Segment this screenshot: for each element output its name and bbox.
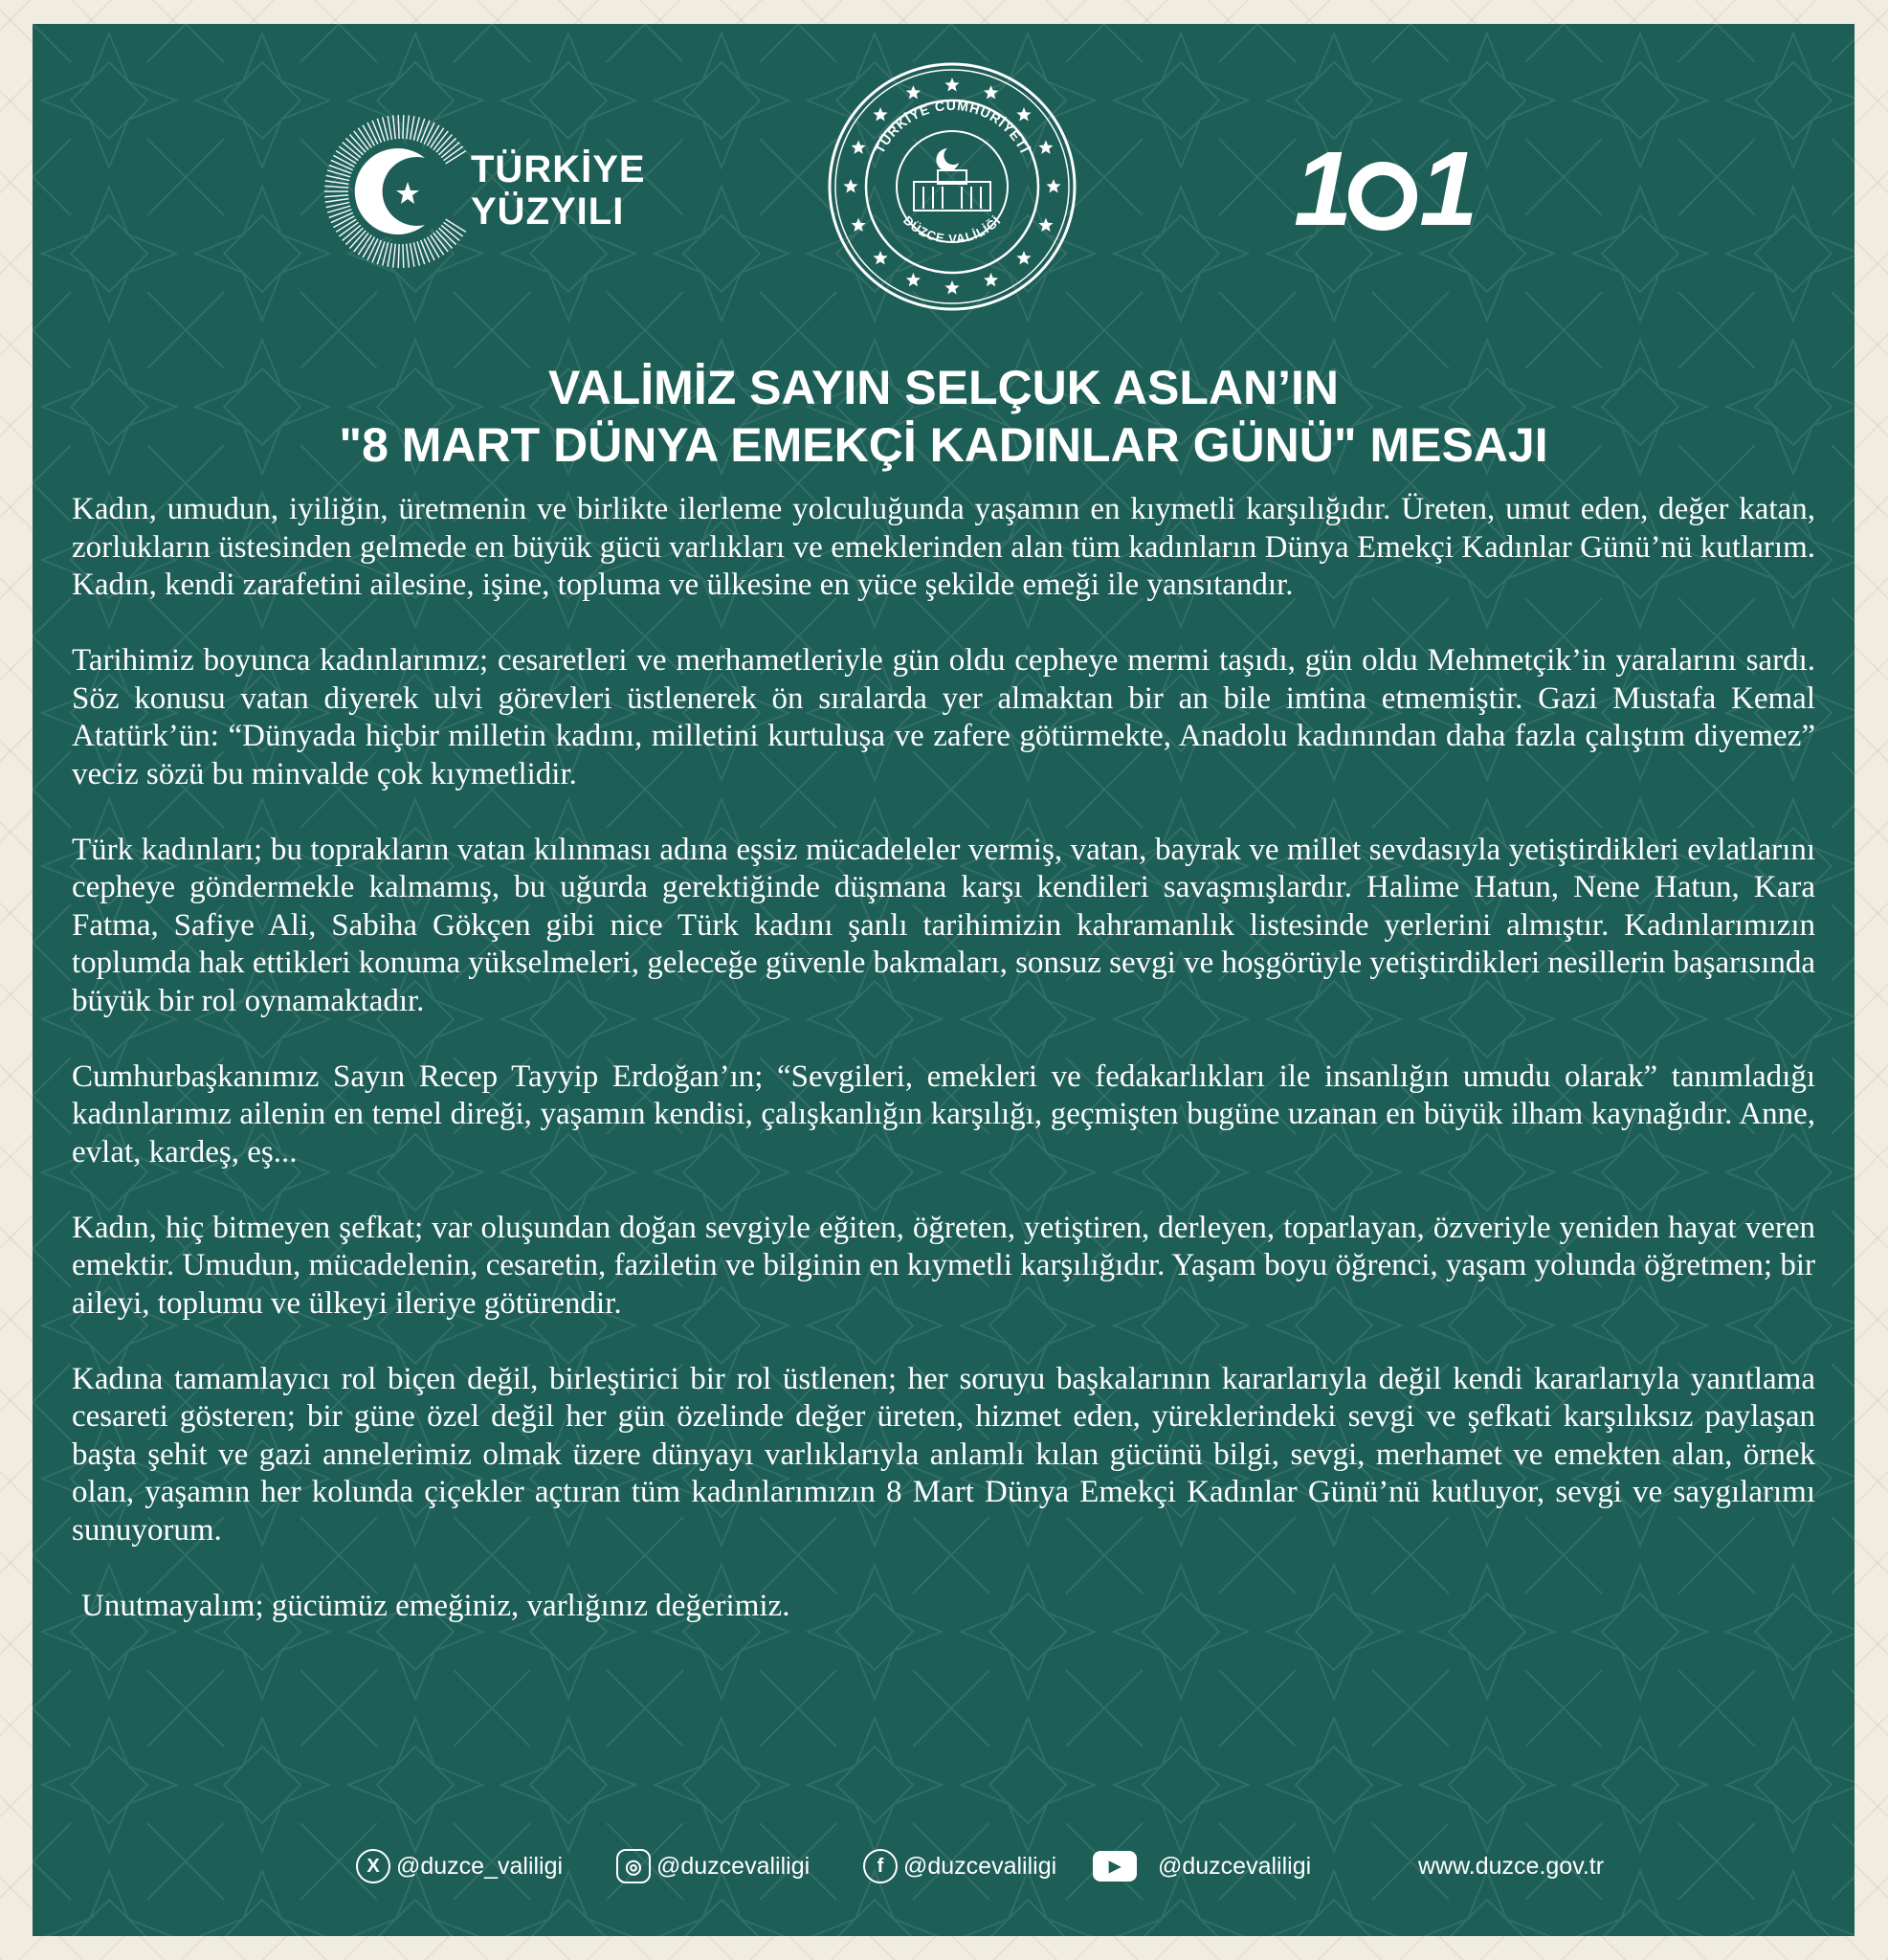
sun-ray	[367, 238, 378, 259]
sun-ray	[388, 116, 391, 140]
x-social-link[interactable]	[356, 1842, 563, 1890]
sun-ray	[372, 121, 381, 143]
title-line-2: "8 MART DÜNYA EMEKÇİ KADINLAR GÜNÜ" MESAJI	[339, 418, 1548, 472]
facebook-social-link[interactable]	[863, 1842, 1056, 1890]
youtube-icon: ▶	[1093, 1851, 1137, 1882]
facebook-icon: f	[863, 1849, 898, 1883]
seal-star-icon	[984, 85, 998, 99]
sun-ray	[424, 122, 434, 144]
paragraph: Türk kadınları; bu toprakların vatan kılınması adına eşsiz mücadeleler vermiş, vatan, bayrak ve millet sevdasıyla yetiştirdikleri evlatlarını cepheye göndermekle kalmamış, bu uğurda gerektiğinde düşmana karşı kendileri savaşmışlardır. Halime Hatun, Nene Hatun, Kara Fatma, Safiye Ali, Sabiha Gökçen gibi nice Türk kadını şanlı tarihimizin kahramanlık listesinde yerlerini almıştır. Kadınlarımızın toplumda hak ettikleri konuma yükselmeleri, geleceğe güvenle bakmaları, sonsuz sevgi ve hoşgörüyle yetiştirdikleri nesillerin başarısında büyük bir rol oynamaktadır.	[72, 832, 1815, 1018]
closing-line: Unutmayalım; gücümüz emeğiniz, varlığınız değerimiz.	[81, 1588, 790, 1623]
sun-ray	[372, 240, 381, 262]
sun-ray	[424, 238, 434, 259]
message-title	[33, 359, 1855, 474]
paragraph: Kadın, hiç bitmeyen şefkat; var oluşundan doğan sevgiyle eğiten, öğreten, yetiştiren, derleyen, toparlayan, özveriyle yeniden hayat veren emektir. Umudun, mücadelenin, cesaretin, faziletin ve bilginin en kıymetli karşılığıdır. Yaşam boyu öğrenci, yaşam yolunda öğretmen; bir aileyi, toplumu ve ülkeyi ileriye götürendir.	[72, 1210, 1815, 1321]
title-line-1: VALİMİZ SAYIN SELÇUK ASLAN’IN	[548, 361, 1339, 414]
website-link[interactable]	[1418, 1842, 1604, 1890]
duzce-valiligi-seal	[823, 57, 1081, 316]
sun-ray	[411, 116, 414, 140]
sun-ray	[398, 244, 399, 268]
sun-ray	[324, 195, 348, 197]
sun-ray	[393, 115, 396, 139]
paragraph: Tarihimiz boyunca kadınlarımız; cesaretleri ve merhametleriyle gün oldu cepheye mermi taşıdı, gün oldu Mehmetçik’in yaralarını sardı. Söz konusu vatan diyerek ulvi görevleri üstlenerek ön sıralarda yer almaktan bir an bile imtina etmemiştir. Gazi Mustafa Kemal Atatürk’ün: “Dünyada hiçbir milletin kadını, milletini kurtuluşa ve zafere götürmekte, Anadolu kadınından daha fazla çalıştım diyemez” veciz sözü bu minvalde çok kıymetlidir.	[72, 643, 1815, 791]
paragraph: Cumhurbaşkanımız Sayın Recep Tayyip Erdoğan’ın; “Sevgileri, emekleri ve fedakarlıkları ile insanlığın umudu olarak” tanımladığı kadınlarımız ailenin en temel direği, yaşamın kendisi, çalışkanlığın karşılığı, geçmişten bugüne uzanan en büyük ilham kaynağıdır. Anne, evlat, kardeş, eş...	[72, 1058, 1815, 1169]
sun-ray	[331, 212, 353, 222]
message-body	[72, 491, 1815, 1663]
seal-top-text: TÜRKİYE CUMHURİYETİ	[871, 97, 1033, 156]
x-handle: @duzce_valiligi	[396, 1852, 564, 1880]
101-crescent-zero	[1348, 162, 1417, 231]
sun-ray	[325, 181, 349, 184]
sun-ray	[331, 160, 353, 169]
x-icon: X	[356, 1849, 390, 1883]
seal-star-icon	[1016, 107, 1031, 122]
seal-star-icon	[1046, 179, 1060, 193]
seal-star-icon	[852, 218, 866, 232]
seal-star-icon	[873, 107, 887, 122]
footer	[33, 1842, 1855, 1890]
youtube-social-link[interactable]	[1093, 1842, 1311, 1890]
svg-text:DÜZCE VALİLİĞİ	[900, 213, 1004, 246]
instagram-social-link[interactable]	[616, 1842, 810, 1890]
seal-star-icon	[984, 273, 998, 287]
sun-ray	[388, 243, 391, 267]
sun-ray	[393, 244, 396, 268]
seal-star-icon	[944, 280, 959, 295]
sun-ray	[403, 244, 404, 268]
turkiye-yuzyili-text	[471, 148, 646, 233]
instagram-icon: ◎	[616, 1849, 651, 1883]
seal-star-icon	[873, 251, 887, 264]
paragraph: Kadına tamamlayıcı rol biçen değil, birleştirici bir rol üstlenen; her soruyu başkalarının kararlarıyla değil kendi kararlarıyla yanıtlama cesareti gösteren; bir güne özel değil her gün özelinde değer üreten, hizmet eden, yüreklerindeki sevgi ve şefkati karşılıksız paylaşan başta şehit ve gazi annelerimiz olmak üzere dünyayı varlıklarıyla anlamlı kılan gücünü bilgi, sevgi, merhamet ve emekten alan, örnek olan, yaşamın her kolunda çiçekler açtıran tüm kadınlarımızın 8 Mart Dünya Emekçi Kadınlar Günü’nü kutluyor, sevgi ve saygılarımı sunuyorum.	[72, 1361, 1815, 1548]
seal-star-icon	[944, 78, 959, 92]
sun-ray	[421, 240, 430, 262]
sun-ray	[421, 121, 430, 143]
seal-star-icon	[1016, 251, 1031, 264]
paragraph: Kadın, umudun, iyiliğin, üretmenin ve birlikte ilerleme yolculuğunda yaşamın en kıymetli karşılığıdır. Üreten, umut eden, değer katan, zorlukların üstesinden gelmede en büyük gücü varlıkları ve emeklerinden alan tüm kadınların Dünya Emekçi Kadınlar Günü’nü kutlarım. Kadın, kendi zarafetini ailesine, işine, topluma ve ülkesine en yüce şekilde emeği ile yansıtandır.	[72, 492, 1815, 602]
101-logo	[1294, 130, 1473, 248]
seal-star-icon	[1038, 218, 1053, 232]
seal-star-icon	[906, 85, 921, 99]
sun-ray	[411, 243, 414, 267]
sun-ray	[407, 115, 410, 139]
youtube-handle: @duzcevaliligi	[1158, 1852, 1312, 1880]
seal-star-icon	[906, 273, 921, 287]
sun-ray	[403, 115, 404, 139]
sun-ray	[325, 199, 349, 202]
facebook-handle: @duzcevaliligi	[903, 1852, 1057, 1880]
sun-ray	[367, 122, 378, 144]
sun-ray	[407, 244, 410, 268]
seal-star-icon	[843, 179, 857, 193]
instagram-handle: @duzcevaliligi	[656, 1852, 811, 1880]
seal-bottom-text: DÜZCE VALİLİĞİ	[900, 212, 1004, 247]
101-digit-one-right: 1	[1419, 130, 1473, 248]
yuzyili-word: YÜZYILI	[471, 190, 625, 233]
101-digit-one: 1	[1294, 130, 1347, 248]
message-panel	[33, 24, 1855, 1936]
sun-ray	[398, 115, 399, 139]
turkiye-word: TÜRKİYE	[471, 148, 646, 190]
seal-star-icon	[1038, 140, 1053, 154]
website-url: www.duzce.gov.tr	[1418, 1852, 1605, 1880]
svg-text:TÜRKİYE CUMHURİYETİ	[872, 98, 1033, 156]
sun-ray	[324, 186, 348, 188]
seal-star-icon	[852, 140, 866, 154]
